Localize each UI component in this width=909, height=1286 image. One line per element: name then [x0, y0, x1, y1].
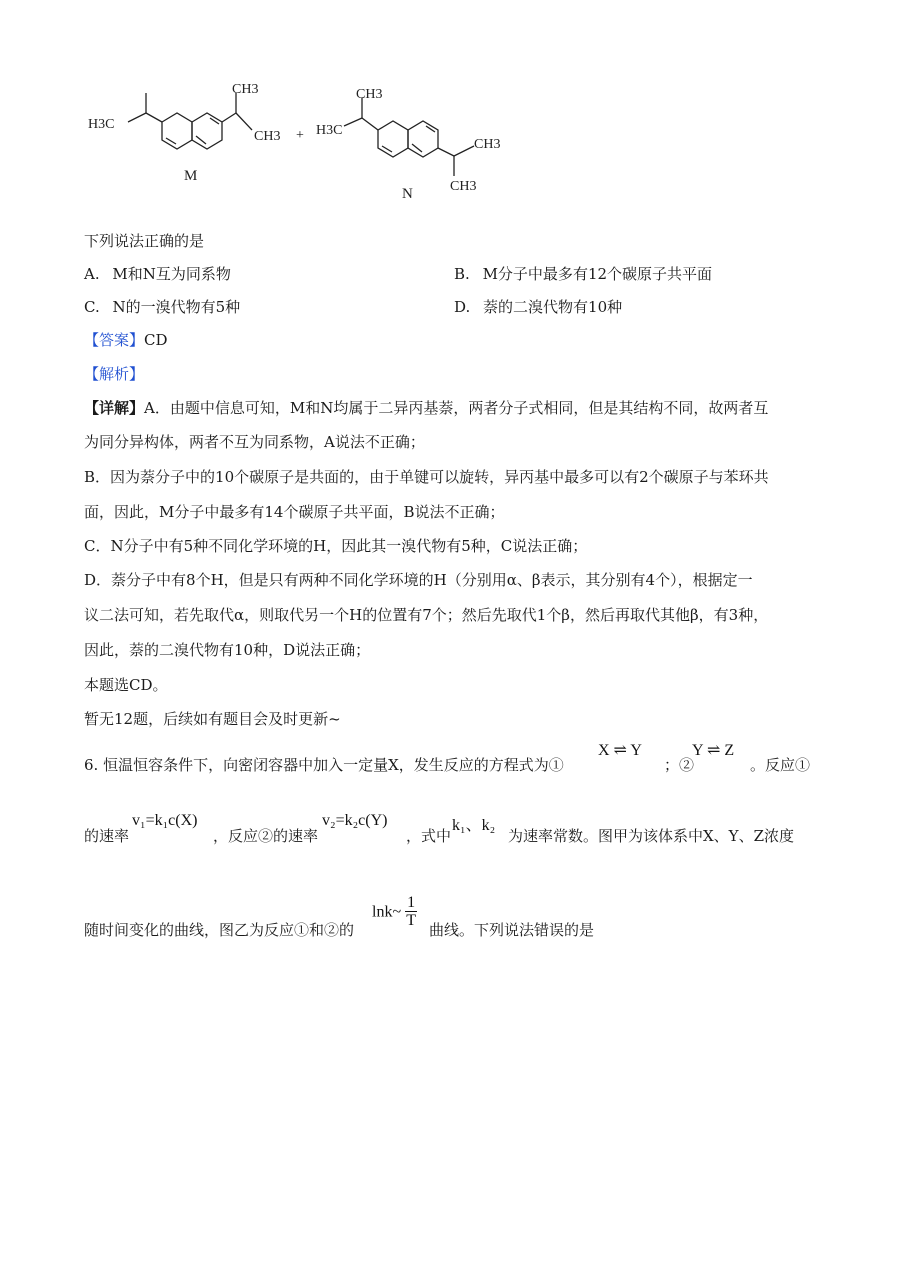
detail-line-8: 因此，萘的二溴代物有10种，D说法正确； [84, 641, 371, 659]
option-c-text: N的一溴代物有5种 [112, 298, 241, 316]
q6-text-2c: ，式中 [406, 827, 452, 845]
q6-reaction-1: X ⇌ Y [598, 742, 642, 759]
q6-text-3a: 随时间变化的曲线，图乙为反应①和②的 [84, 921, 355, 939]
n-group-h3c: H3C [316, 123, 343, 138]
option-b [454, 264, 712, 284]
q6-text-2d: 为速率常数。图甲为该体系中X、Y、Z浓度 [508, 827, 795, 845]
q6-fraction-numerator: 1 [407, 894, 416, 911]
option-a [84, 264, 231, 284]
option-d [454, 297, 622, 317]
q6-text-1c: 。反应① [750, 756, 811, 774]
detail-text-1: A．由题中信息可知，M和N均属于二异丙基萘，两者分子式相同，但是其结构不同，故两者互 [144, 399, 769, 417]
q6-rate-2: v₂=k₂c(Y) [322, 812, 388, 829]
q6-text-2a: 的速率 [84, 827, 130, 845]
question-prompt: 下列说法正确的是 [84, 232, 205, 250]
q6-lnk: lnk~ [372, 903, 402, 921]
option-c-letter: C. [84, 298, 100, 316]
m-group-ch3-top: CH3 [232, 82, 259, 97]
m-group-ch3-right: CH3 [254, 129, 281, 144]
option-d-letter: D. [454, 298, 471, 316]
answer-tag: 【答案】 [84, 331, 145, 349]
detail-tag: 【详解】 [84, 399, 145, 417]
option-d-text: 萘的二溴代物有10种 [483, 298, 623, 316]
q6-text-1a: 6. 恒温恒容条件下，向密闭容器中加入一定量X，发生反应的方程式为① [84, 756, 564, 774]
detail-line-5: C．N分子中有5种不同化学环境的H，因此其一溴代物有5种，C说法正确； [84, 537, 588, 555]
q6-fraction-denominator: T [406, 912, 416, 929]
q6-text-2b: ，反应②的速率 [213, 827, 319, 845]
q6-text-3b: 曲线。下列说法错误的是 [429, 921, 595, 939]
n-group-ch3-top: CH3 [356, 87, 383, 102]
q6-reaction-2: Y ⇌ Z [692, 742, 735, 759]
molecule-m-structure [84, 78, 294, 188]
detail-line-3: B．因为萘分子中的10个碳原子是共面的，由于单键可以旋转，异丙基中最多可以有2个碳原子与苯环共 [84, 468, 769, 486]
update-note: 暂无12题，后续如有题目会及时更新~ [84, 710, 341, 728]
molecule-m-label: M [184, 168, 198, 184]
detail-line-6: D．萘分子中有8个H，但是只有两种不同化学环境的H（分别用α、β表示，其分别有4个），根据定一 [84, 571, 753, 589]
option-c [84, 297, 240, 317]
q6-lnk-expression [372, 895, 417, 930]
answer-value: CD [144, 331, 168, 349]
answer-line [84, 330, 168, 350]
option-b-letter: B. [454, 265, 470, 283]
n-group-ch3-bottom: CH3 [450, 179, 477, 194]
detail-line-1 [84, 398, 768, 418]
option-a-letter: A. [84, 265, 100, 283]
detail-line-4: 面，因此，M分子中最多有14个碳原子共平面，B说法不正确； [84, 503, 505, 521]
conclusion-line: 本题选CD。 [84, 676, 168, 694]
q6-text-1b: ；② [664, 756, 695, 774]
analysis-line [84, 364, 144, 384]
detail-line-7: 议二法可知，若先取代α，则取代另一个H的位置有7个；然后先取代1个β，然后再取代其他β，有3种， [84, 606, 769, 624]
q6-fraction [405, 895, 417, 930]
option-b-text: M分子中最多有12个碳原子共平面 [482, 265, 713, 283]
molecule-n-label: N [402, 186, 413, 200]
analysis-tag: 【解析】 [84, 365, 145, 383]
n-group-ch3-right: CH3 [474, 137, 501, 152]
detail-line-2: 为同分异构体，两者不互为同系物，A说法不正确； [84, 433, 425, 451]
m-group-h3c: H3C [88, 117, 115, 132]
option-a-text: M和N互为同系物 [112, 265, 231, 283]
q6-rate-1: v₁=k₁c(X) [132, 812, 198, 829]
molecule-n-structure [314, 82, 514, 200]
q6-rate-constants: k₁、k₂ [452, 817, 496, 834]
plus-sign: + [296, 128, 304, 143]
